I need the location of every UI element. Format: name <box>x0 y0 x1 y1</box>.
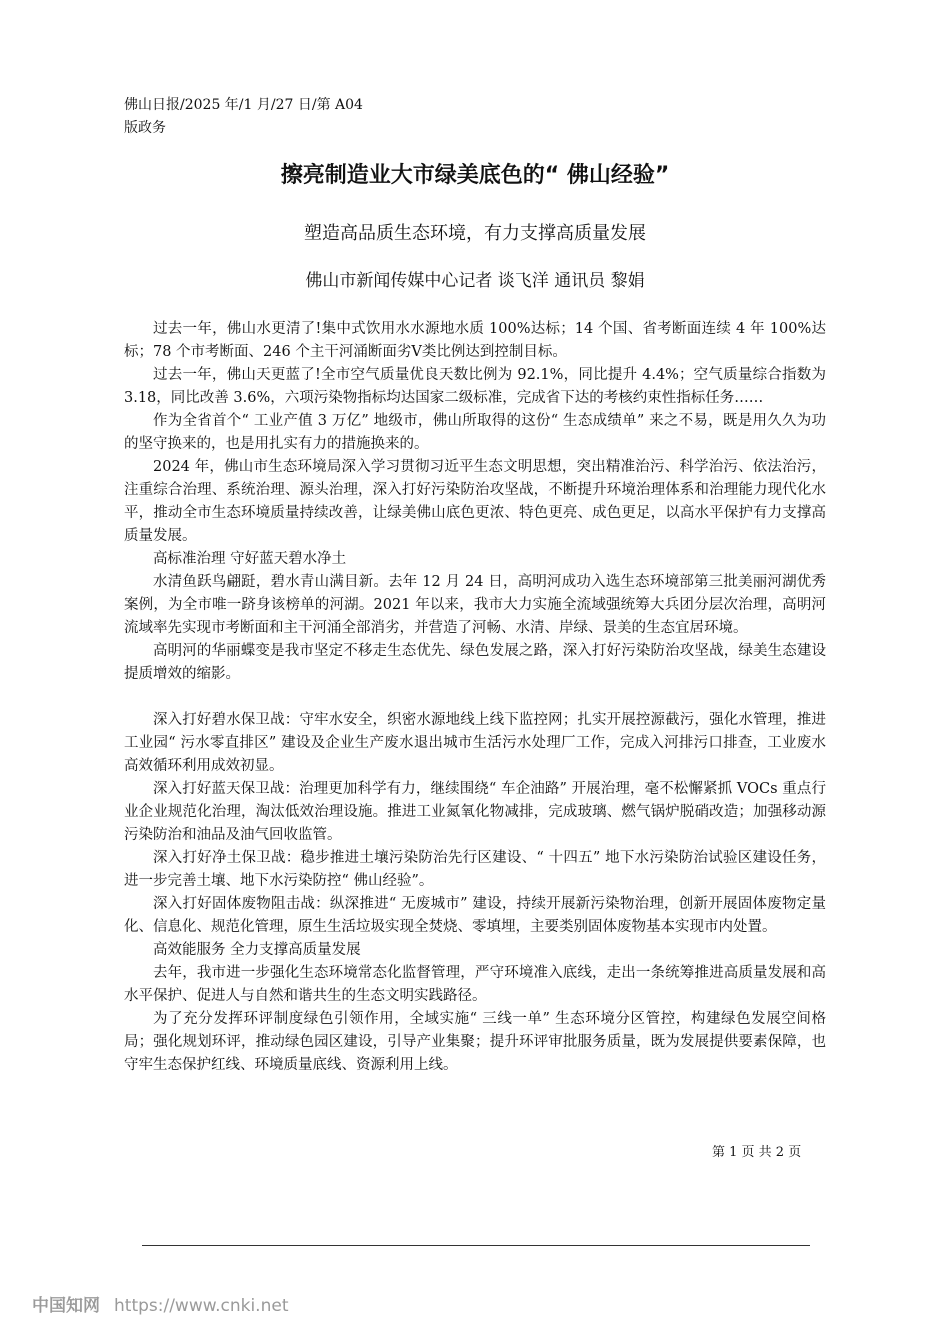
paragraph: 深入打好碧水保卫战：守牢水安全，织密水源地线上线下监控网；扎实开展控源截污，强化水管理，推进工业园“ 污水零直排区” 建设及企业生产废水退出城市生活污水处理厂工作，完成入河排污口排查，工业废水高效循环利用成效初显。 <box>124 712 826 774</box>
paragraph: 深入打好蓝天保卫战：治理更加科学有力，继续围绕“ 车企油路” 开展治理，毫不松懈紧抓 VOCs 重点行业企业规范化治理，淘汰低效治理设施。推进工业氮氧化物减排，完成玻璃、燃气锅炉脱硝改造；加强移动源污染防治和油品及油气回收监管。 <box>124 781 826 843</box>
paragraph: 深入打好净土保卫战：稳步推进土壤污染防治先行区建设、“ 十四五” 地下水污染防治试验区建设任务，进一步完善土壤、地下水污染防控“ 佛山经验”。 <box>124 850 826 889</box>
paragraph: 2024 年，佛山市生态环境局深入学习贯彻习近平生态文明思想，突出精准治污、科学治污、依法治污，注重综合治理、系统治理、源头治理，深入打好污染防治攻坚战，不断提升环境治理体系和治理能力现代化水平，推动全市生态环境质量持续改善，让绿美佛山底色更浓、特色更亮、成色更足，以高水平保护有力支撑高质量发展。 <box>124 459 826 544</box>
paragraph: 深入打好固体废物阻击战：纵深推进“ 无废城市” 建设，持续开展新污染物治理，创新开展固体废物定量化、信息化、规范化管理，原生生活垃圾实现全焚烧、零填埋，主要类别固体废物基本实现市内处置。 <box>124 896 826 935</box>
paragraph: 过去一年，佛山天更蓝了!全市空气质量优良天数比例为 92.1%，同比提升 4.4%；空气质量综合指数为 3.18，同比改善 3.6%，六项污染物指标均达国家二级标准，完成省下达的考核约束性指标任务…… <box>124 367 826 406</box>
footer-divider <box>142 1245 810 1246</box>
watermark <box>32 1294 432 1318</box>
article-subheadline: 塑造高品质生态环境，有力支撑高质量发展 <box>304 223 646 244</box>
watermark-url: https://www.cnki.net <box>114 1296 289 1316</box>
article-headline: 擦亮制造业大市绿美底色的“ 佛山经验” <box>280 163 670 188</box>
source-info <box>124 94 524 140</box>
article-body <box>124 318 826 1077</box>
source-line: 佛山日报/2025 年/1 月/27 日/第 A04 <box>124 97 363 113</box>
paragraph: 水清鱼跃鸟翩跹，碧水青山满目新。去年 12 月 24 日，高明河成功入选生态环境部第三批美丽河湖优秀案例，为全市唯一跻身该榜单的河湖。2021 年以来，我市大力实施全流域强统筹大兵团分层次治理，高明河流域率先实现市考断面和主干河涌全部消劣，并营造了河畅、水清、岸绿、景美的生态宜居环境。 <box>124 574 826 636</box>
section-heading: 高标准治理 守好蓝天碧水净土 <box>153 551 347 567</box>
paragraph: 过去一年，佛山水更清了!集中式饮用水水源地水质 100%达标；14 个国、省考断面连续 4 年 100%达标；78 个市考断面、246 个主干河涌断面劣V类比例达到控制目标。 <box>124 321 826 360</box>
section-heading: 高效能服务 全力支撑高质量发展 <box>153 942 361 958</box>
paragraph: 作为全省首个“ 工业产值 3 万亿” 地级市，佛山所取得的这份“ 生态成绩单” 来之不易，既是用久久为功的坚守换来的，也是用扎实有力的措施换来的。 <box>124 413 826 452</box>
page-indicator: 第 1 页 共 2 页 <box>712 1145 802 1160</box>
article-byline: 佛山市新闻传媒中心记者 谈飞洋 通讯员 黎娟 <box>305 271 645 291</box>
paragraph: 高明河的华丽蝶变是我市坚定不移走生态优先、绿色发展之路，深入打好污染防治攻坚战，绿美生态建设提质增效的缩影。 <box>124 643 826 682</box>
paragraph: 为了充分发挥环评制度绿色引领作用，全域实施“ 三线一单” 生态环境分区管控，构建绿色发展空间格局；强化规划环评，推动绿色园区建设，引导产业集聚；提升环评审批服务质量，既为发展提供要素保障，也守牢生态保护红线、环境质量底线、资源利用上线。 <box>124 1011 826 1073</box>
source-line-cont: 版政务 <box>124 120 166 136</box>
paragraph: 去年，我市进一步强化生态环境常态化监督管理，严守环境准入底线，走出一条统筹推进高质量发展和高水平保护、促进人与自然和谐共生的生态文明实践路径。 <box>124 965 826 1004</box>
watermark-brand: 中国知网 <box>32 1296 100 1316</box>
